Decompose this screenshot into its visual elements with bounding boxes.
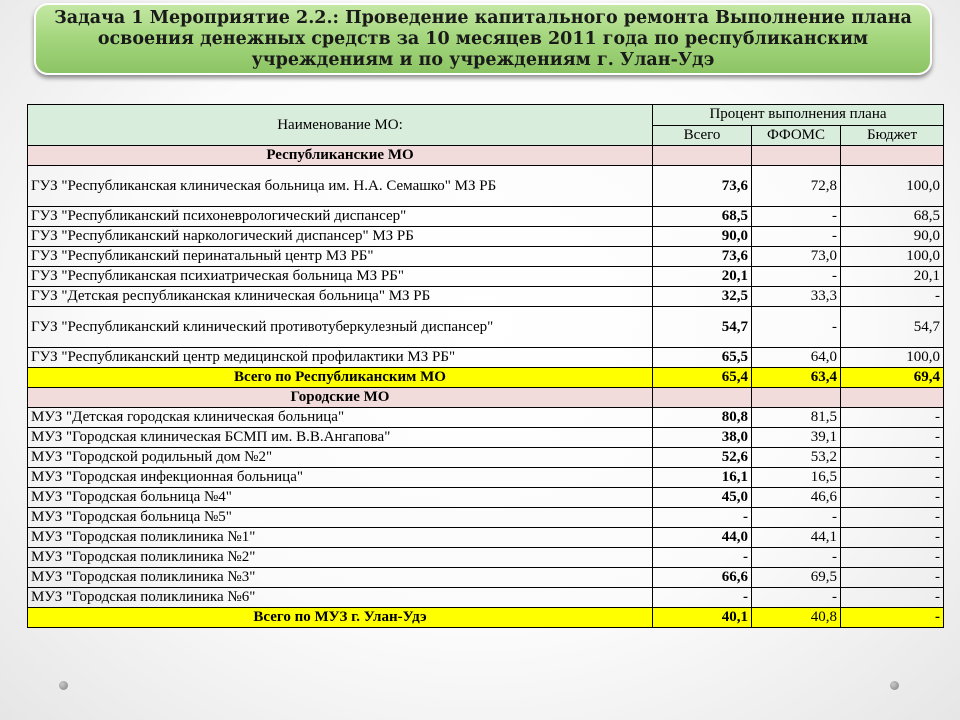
table-row (28, 307, 944, 348)
group-row-city (28, 388, 944, 408)
row-name: ГУЗ "Республиканский психоневрологический диспансер" (28, 207, 653, 227)
total-name: Всего по Республиканским МО (28, 368, 653, 388)
row-total: 45,0 (653, 488, 752, 508)
row-name: МУЗ "Городская поликлиника №2" (28, 548, 653, 568)
table-row (28, 227, 944, 247)
row-name: МУЗ "Городская инфекционная больница" (28, 468, 653, 488)
table-row (28, 428, 944, 448)
plan-execution-table-container (27, 104, 943, 628)
row-total: 65,5 (653, 348, 752, 368)
row-budget: 100,0 (841, 166, 944, 207)
row-total: 73,6 (653, 247, 752, 267)
total-total: 65,4 (653, 368, 752, 388)
row-name: МУЗ "Детская городская клиническая больница" (28, 408, 653, 428)
row-total: - (653, 548, 752, 568)
group-title: Республиканские МО (28, 146, 653, 166)
row-ffoms: 72,8 (752, 166, 841, 207)
table-row (28, 588, 944, 608)
row-ffoms: 39,1 (752, 428, 841, 448)
row-total: 20,1 (653, 267, 752, 287)
row-budget: - (841, 548, 944, 568)
total-total: 40,1 (653, 608, 752, 628)
row-total: 90,0 (653, 227, 752, 247)
header-col-total: Всего (653, 125, 752, 146)
table-row (28, 468, 944, 488)
row-budget: - (841, 408, 944, 428)
row-total: 16,1 (653, 468, 752, 488)
row-total: 52,6 (653, 448, 752, 468)
row-ffoms: - (752, 508, 841, 528)
table-row (28, 287, 944, 307)
row-ffoms: 53,2 (752, 448, 841, 468)
table-row (28, 207, 944, 227)
table-row (28, 247, 944, 267)
total-ffoms: 40,8 (752, 608, 841, 628)
row-budget: - (841, 287, 944, 307)
row-ffoms: 16,5 (752, 468, 841, 488)
row-budget: - (841, 528, 944, 548)
total-name: Всего по МУЗ г. Улан-Удэ (28, 608, 653, 628)
row-total: 66,6 (653, 568, 752, 588)
total-ffoms: 63,4 (752, 368, 841, 388)
total-row-city (28, 608, 944, 628)
row-budget: - (841, 508, 944, 528)
row-name: ГУЗ "Республиканская клиническая больница им. Н.А. Семашко" МЗ РБ (28, 166, 653, 207)
row-name: ГУЗ "Республиканский центр медицинской профилактики МЗ РБ" (28, 348, 653, 368)
row-name: МУЗ "Городская поликлиника №6" (28, 588, 653, 608)
row-ffoms: 46,6 (752, 488, 841, 508)
table-row (28, 548, 944, 568)
table-row (28, 568, 944, 588)
table-row (28, 488, 944, 508)
row-total: 32,5 (653, 287, 752, 307)
header-col-budget: Бюджет (841, 125, 944, 146)
row-budget: - (841, 568, 944, 588)
row-name: ГУЗ "Детская республиканская клиническая больница" МЗ РБ (28, 287, 653, 307)
row-budget: 100,0 (841, 348, 944, 368)
decorative-dot-right (890, 681, 899, 690)
row-ffoms: 81,5 (752, 408, 841, 428)
total-row-republic (28, 368, 944, 388)
row-ffoms: - (752, 267, 841, 287)
total-budget: 69,4 (841, 368, 944, 388)
row-budget: - (841, 428, 944, 448)
row-ffoms: - (752, 548, 841, 568)
row-name: ГУЗ "Республиканский перинатальный центр МЗ РБ" (28, 247, 653, 267)
row-total: 54,7 (653, 307, 752, 348)
row-name: МУЗ "Городской родильный дом №2" (28, 448, 653, 468)
total-budget: - (841, 608, 944, 628)
slide-title: Задача 1 Мероприятие 2.2.: Проведение капитального ремонта Выполнение плана освоения денежных средств за 10 месяцев 2011 года по республиканским учреждениям и по учреждениям г. Улан-Удэ (54, 7, 912, 70)
table-row (28, 508, 944, 528)
row-name: МУЗ "Городская поликлиника №3" (28, 568, 653, 588)
row-budget: 54,7 (841, 307, 944, 348)
header-name: Наименование МО: (28, 105, 653, 146)
header-col-ffoms: ФФОМС (752, 125, 841, 146)
row-budget: 68,5 (841, 207, 944, 227)
row-name: ГУЗ "Республиканский наркологический диспансер" МЗ РБ (28, 227, 653, 247)
row-total: 44,0 (653, 528, 752, 548)
row-total: 38,0 (653, 428, 752, 448)
row-name: ГУЗ "Республиканская психиатрическая больница МЗ РБ" (28, 267, 653, 287)
group-title: Городские МО (28, 388, 653, 408)
row-ffoms: 64,0 (752, 348, 841, 368)
row-budget: 100,0 (841, 247, 944, 267)
row-name: МУЗ "Городская клиническая БСМП им. В.В.Ангапова" (28, 428, 653, 448)
table-row (28, 448, 944, 468)
row-ffoms: 69,5 (752, 568, 841, 588)
row-total: 73,6 (653, 166, 752, 207)
row-budget: 90,0 (841, 227, 944, 247)
row-total: 80,8 (653, 408, 752, 428)
row-ffoms: 44,1 (752, 528, 841, 548)
group-row-republic (28, 146, 944, 166)
row-total: 68,5 (653, 207, 752, 227)
row-name: МУЗ "Городская больница №4" (28, 488, 653, 508)
row-total: - (653, 588, 752, 608)
row-budget: - (841, 488, 944, 508)
row-budget: 20,1 (841, 267, 944, 287)
row-ffoms: 73,0 (752, 247, 841, 267)
table-row (28, 408, 944, 428)
row-name: ГУЗ "Республиканский клинический противотуберкулезный диспансер" (28, 307, 653, 348)
row-budget: - (841, 448, 944, 468)
row-budget: - (841, 468, 944, 488)
table-row (28, 267, 944, 287)
row-ffoms: - (752, 307, 841, 348)
plan-execution-table (27, 104, 944, 628)
slide-title-banner (34, 3, 932, 75)
row-budget: - (841, 588, 944, 608)
row-ffoms: 33,3 (752, 287, 841, 307)
header-group: Процент выполнения плана (653, 105, 944, 126)
decorative-dot-left (59, 681, 68, 690)
row-ffoms: - (752, 588, 841, 608)
table-row (28, 348, 944, 368)
row-ffoms: - (752, 227, 841, 247)
row-name: МУЗ "Городская больница №5" (28, 508, 653, 528)
table-row (28, 528, 944, 548)
row-ffoms: - (752, 207, 841, 227)
header-row-top (28, 105, 944, 126)
table-row (28, 166, 944, 207)
row-total: - (653, 508, 752, 528)
row-name: МУЗ "Городская поликлиника №1" (28, 528, 653, 548)
